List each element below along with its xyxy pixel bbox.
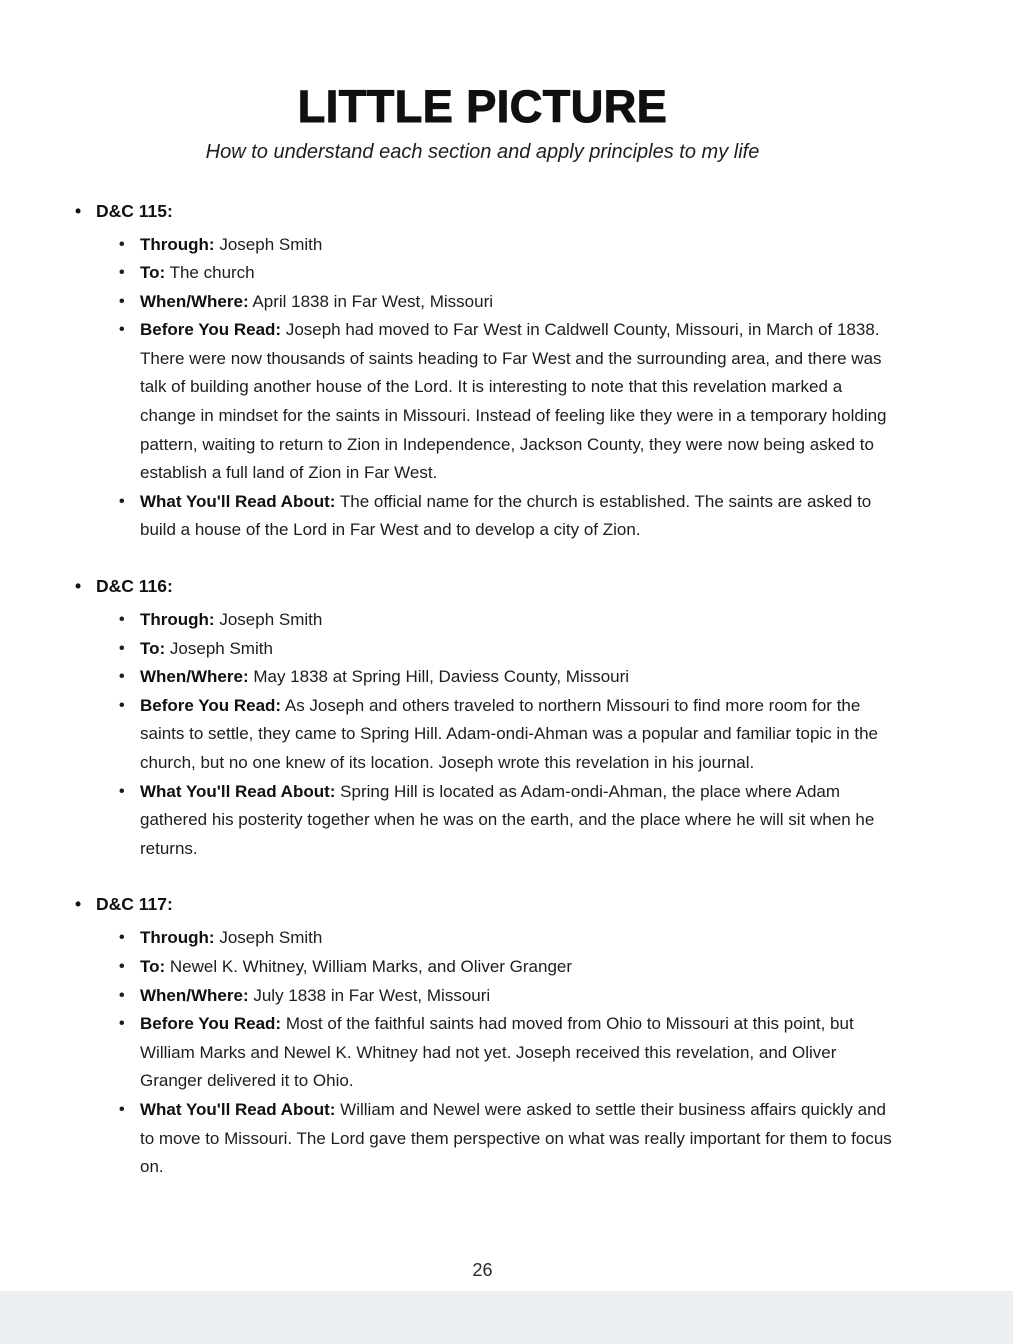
list-item [119,663,965,692]
item-value: William and Newel were asked to settle their business affairs quickly and to move to Missouri. The Lord gave them perspective on what was really important for them to focus on. [140,1099,892,1177]
bullet-icon [119,663,140,692]
bullet-icon [119,231,140,260]
section-heading: D&C 115: [96,200,173,221]
item-label: When/Where: [140,985,249,1005]
bullet-icon [119,488,140,545]
item-value: Joseph Smith [219,928,323,948]
list-item [119,635,965,664]
item-label: When/Where: [140,667,249,687]
list-item [119,1010,965,1096]
list-item [119,288,965,317]
section-items [0,231,965,546]
section-items [0,924,965,1181]
section-heading: D&C 117: [96,894,173,915]
item-label: To: [140,956,166,976]
item-label: When/Where: [140,291,249,311]
sections-list [0,197,965,1182]
bullet-icon [75,572,96,600]
item-value: July 1838 in Far West, Missouri [253,985,491,1005]
scripture-section [0,197,965,546]
bullet-icon [119,924,140,953]
bullet-icon [119,259,140,288]
list-item [119,606,965,635]
item-value: Joseph Smith [219,234,323,254]
list-item [119,692,965,778]
list-item [119,231,965,260]
list-item [119,259,965,288]
section-heading: D&C 116: [96,576,173,597]
page-title: LITTLE PICTURE [297,81,668,132]
list-item [119,982,965,1011]
list-item [119,488,965,545]
item-label: To: [140,638,166,658]
list-item [119,953,965,982]
item-value: Joseph Smith [219,610,323,630]
item-value: The official name for the church is established. The saints are asked to build a house of the Lord in Far West and to develop a city of Zion. [140,491,872,540]
item-value: Newel K. Whitney, William Marks, and Oliver Granger [169,956,573,976]
bullet-icon [75,197,96,225]
section-items [0,606,965,863]
item-label: Through: [140,234,215,254]
item-label: Before You Read: [140,1014,282,1034]
item-label: Through: [140,610,215,630]
list-item [119,1096,965,1182]
scripture-section [0,572,965,863]
item-label: What You'll Read About: [140,781,336,801]
item-label: Through: [140,928,215,948]
bullet-icon [119,953,140,982]
item-value: Joseph had moved to Far West in Caldwell County, Missouri, in March of 1838. There were now thousands of saints heading to Far West and the surrounding area, and there was talk of building another house of the Lord. It is interesting to note that this revelation marked a change in mindset for the saints in Missouri. Instead of feeling like they were in a temporary holding pattern, waiting to return to Zion in Independence, Jackson County, they were now being asked to establish a full land of Zion in Far West. [140,320,887,483]
item-value: May 1838 at Spring Hill, Daviess County, Missouri [253,667,630,687]
item-value: The church [169,263,255,283]
item-label: What You'll Read About: [140,491,336,511]
page-number: 26 [472,1260,493,1280]
item-label: What You'll Read About: [140,1099,336,1119]
scripture-section [0,890,965,1181]
list-item [119,778,965,864]
item-label: Before You Read: [140,320,282,340]
bullet-icon [119,982,140,1011]
next-page-edge [0,1291,1013,1344]
bullet-icon [119,1010,140,1096]
item-value: As Joseph and others traveled to northern Missouri to find more room for the saints to settle, they came to Spring Hill. Adam-ondi-Ahman was a popular and familiar topic in the church, but no one knew of its location. Joseph wrote this revelation in his journal. [140,695,878,772]
item-label: To: [140,263,166,283]
item-value: Spring Hill is located as Adam-ondi-Ahman, the place where Adam gathered his posterity together when he was on the earth, and the place where he will sit when he returns. [140,781,875,858]
bullet-icon [119,288,140,317]
bullet-icon [119,316,140,488]
bullet-icon [119,692,140,778]
bullet-icon [119,778,140,864]
list-item [119,316,965,488]
list-item [119,924,965,953]
item-value: April 1838 in Far West, Missouri [252,291,494,311]
bullet-icon [119,1096,140,1182]
item-label: Before You Read: [140,695,282,715]
bullet-icon [119,606,140,635]
bullet-icon [75,890,96,918]
item-value: Most of the faithful saints had moved from Ohio to Missouri at this point, but William Marks and Newel K. Whitney had not yet. Joseph received this revelation, and Oliver Granger delivered it to Ohio. [140,1014,854,1091]
bullet-icon [119,635,140,664]
item-value: Joseph Smith [169,638,273,658]
page-subtitle: How to understand each section and apply principles to my life [205,140,760,163]
page-header [0,0,965,164]
